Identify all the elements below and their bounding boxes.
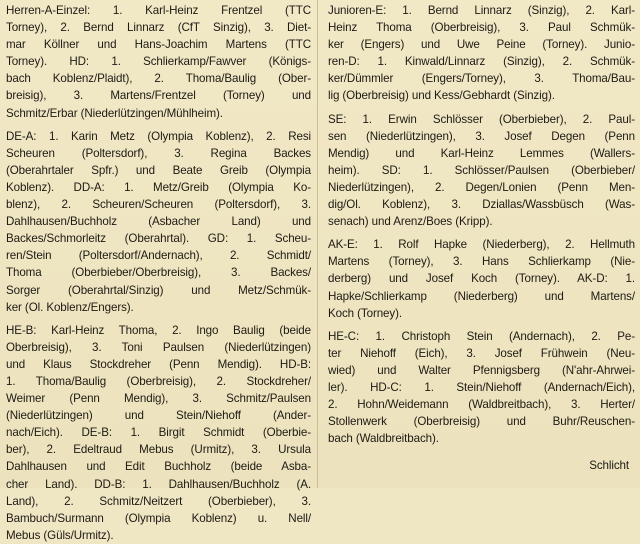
results-paragraph xyxy=(6,322,311,544)
results-paragraph xyxy=(328,111,635,231)
text-line: ter Niehoff (Eich), 3. Josef Frühwein (Neu- xyxy=(328,346,635,360)
text-line: Hapke/Schlierkamp (Niederberg) und Martens/ xyxy=(328,289,635,303)
text-line: Oberbreisig), 3. Toni Paulsen (Niederlützingen) xyxy=(6,340,311,354)
text-line: 2. Hohn/Weidemann (Waldbreitbach), 3. Herter/ xyxy=(328,398,635,412)
results-paragraph xyxy=(328,328,635,448)
left-column xyxy=(6,2,311,544)
signature-gap xyxy=(328,447,635,457)
author-signature: Schlicht xyxy=(589,459,629,473)
text-line: mar Köllner und Hans-Joachim Martens (TTC xyxy=(6,38,311,52)
text-line: Torney), 2. Bernd Linnarz (CfT Sinzig), 3. Diet- xyxy=(6,21,311,35)
text-line: Dahlhausen/Buchholz (Asbacher Land) und xyxy=(6,215,311,229)
results-paragraph xyxy=(6,2,311,122)
text-line: ber), 2. Edeltraud Mebus (Urmitz), 3. Ursula xyxy=(6,443,311,457)
text-line: Martens (Torney), 3. Hans Schlierkamp (Nie- xyxy=(328,255,635,269)
text-line: Herren-A-Einzel: 1. Karl-Heinz Frentzel (TTC xyxy=(6,4,311,17)
text-line: senach) und Arenz/Boes (Kripp). xyxy=(328,215,493,229)
text-line: Mendig) und Karl-Heinz Lemmes (Wallers- xyxy=(328,146,635,160)
column-divider xyxy=(317,0,318,488)
text-line: Stollenwerk (Oberbreisig) und Buhr/Reuschen- xyxy=(328,415,635,429)
text-line: Koblenz). DD-A: 1. Metz/Greib (Olympia Ko- xyxy=(6,180,311,194)
right-column xyxy=(328,2,635,474)
text-line: ker (Engers) und Uwe Peine (Torney). Junio- xyxy=(328,38,635,52)
text-line: Scheuren (Poltersdorf), 3. Regina Backes xyxy=(6,146,311,160)
text-line: Thoma (Oberbieber/Oberbreisig), 3. Backes/ xyxy=(6,266,311,280)
text-line: bach (Waldbreitbach). xyxy=(328,432,439,446)
text-line: SE: 1. Erwin Schlösser (Oberbieber), 2. Paul- xyxy=(328,112,635,126)
text-line: blenz), 2. Scheuren/Scheuren (Poltersdorf), 3. xyxy=(6,198,311,212)
results-paragraph xyxy=(328,2,635,105)
text-line: Niederlützingen), 2. Degen/Lonien (Penn Men- xyxy=(328,180,635,194)
text-line: breisig), 3. Martens/Frentzel (Torney) und xyxy=(6,89,311,103)
text-line: heim). SD: 1. Schlösser/Paulsen (Oberbieber/ xyxy=(328,163,635,177)
text-line: ler). HD-C: 1. Stein/Niehoff (Andernach/Eich), xyxy=(328,380,635,394)
text-line: ker (Ol. Koblenz/Engers). xyxy=(6,300,134,314)
text-line: cher Land). DD-B: 1. Dahlhausen/Buchholz (A. xyxy=(6,477,311,491)
text-line: und Klaus Stockdreher (Penn Mendig). HD-B: xyxy=(6,357,311,371)
text-line: Schmitz/Erbar (Niederlützingen/Mühlheim). xyxy=(6,106,223,120)
text-line: Mebus (Güls/Urmitz). xyxy=(6,528,114,542)
text-line: (Oberahrtaler Spfr.) und Beate Greib (Olympia xyxy=(6,163,311,177)
text-line: Koch (Torney). xyxy=(328,306,402,320)
text-line: ker/Dümmler (Engers/Torney), 3. Thoma/Bau- xyxy=(328,72,635,86)
text-line: Junioren-E: 1. Bernd Linnarz (Sinzig), 2. Karl- xyxy=(328,4,635,17)
text-line: Land), 2. Schmitz/Neitzert (Oberbieber), 3. xyxy=(6,494,311,508)
text-line: Dahlhausen und Edit Buchholz (beide Asba- xyxy=(6,460,311,474)
text-line: HE-C: 1. Christoph Stein (Andernach), 2. Pe- xyxy=(328,329,635,343)
text-line: wied) und Walter Pfennigsberg (N'ahr-Ahrwei- xyxy=(328,363,635,377)
text-line: sen (Niederlützingen), 3. Josef Degen (Penn xyxy=(328,129,635,143)
text-line: DE-A: 1. Karin Metz (Olympia Koblenz), 2. Resi xyxy=(6,129,311,143)
text-line: ren/Stein (Poltersdorf/Andernach), 2. Schmidt/ xyxy=(6,249,311,263)
text-line: derberg) und Josef Koch (Torney). AK-D: 1. xyxy=(328,272,635,286)
text-line: 1. Thoma/Baulig (Oberbreisig), 2. Stockdreher/ xyxy=(6,374,311,388)
text-line: ren-D: 1. Kinwald/Linnarz (Sinzig), 2. Schmük- xyxy=(328,55,635,69)
text-line: lig (Oberbreisig) und Kess/Gebhardt (Sinzig). xyxy=(328,89,555,103)
text-line: dig/Ol. Koblenz), 3. Dziallas/Wassbüsch (Was- xyxy=(328,198,635,212)
text-line: Torney). HD: 1. Schlierkamp/Fawver (Königs- xyxy=(6,55,311,69)
text-line: nach/Eich). DE-B: 1. Birgit Schmidt (Oberbie- xyxy=(6,426,311,440)
results-paragraph xyxy=(328,236,635,321)
text-line: (Niederlützingen) und Stein/Niehoff (Ander- xyxy=(6,409,311,423)
text-line: Heinz Thoma (Oberbreisig), 3. Paul Schmük- xyxy=(328,21,635,35)
text-line: Weimer (Penn Mendig), 3. Schmitz/Paulsen xyxy=(6,392,311,406)
text-line: Bambuch/Surmann (Olympia Koblenz) u. Nell/ xyxy=(6,511,311,525)
text-line: HE-B: Karl-Heinz Thoma, 2. Ingo Baulig (beide xyxy=(6,323,311,337)
text-line: Sorger (Oberahrtal/Sinzig) und Metz/Schmük- xyxy=(6,283,311,297)
text-line: bach Koblenz/Plaidt), 2. Thoma/Baulig (Ober- xyxy=(6,72,311,86)
text-line: Backes/Schmorleitz (Oberahrtal). GD: 1. Scheu- xyxy=(6,232,311,246)
text-line: AK-E: 1. Rolf Hapke (Niederberg), 2. Hellmuth xyxy=(328,238,635,252)
results-paragraph xyxy=(6,128,311,316)
